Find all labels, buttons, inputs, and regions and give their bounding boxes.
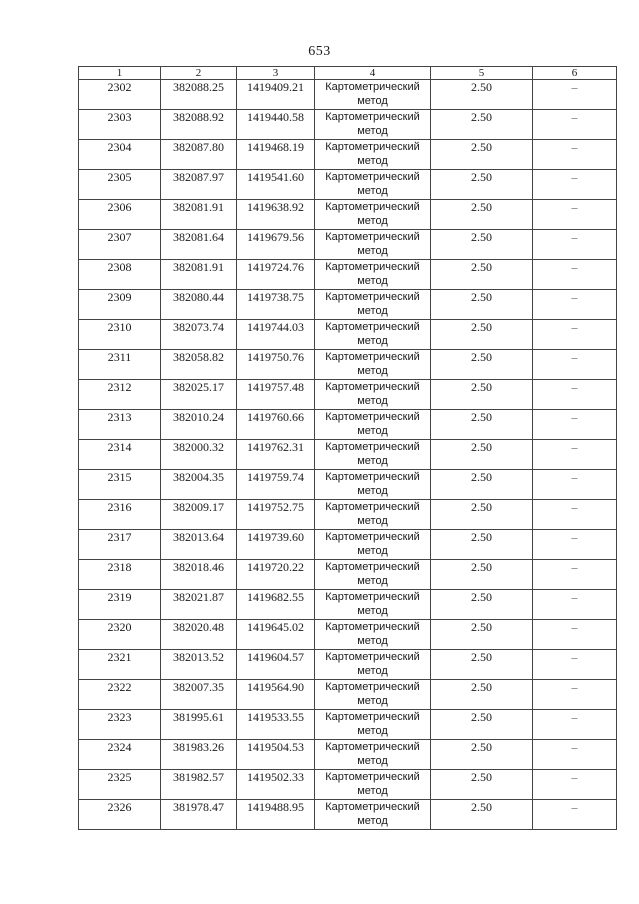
note-cell: –: [533, 680, 617, 710]
method-line-1: Картометрический: [325, 111, 420, 123]
point-number-cell: 2306: [79, 200, 161, 230]
x-coordinate-cell: 382080.44: [161, 290, 237, 320]
method-cell: [315, 710, 431, 740]
method-line-1: Картометрический: [325, 531, 420, 543]
method-line-2: метод: [357, 425, 388, 437]
method-line-2: метод: [357, 605, 388, 617]
y-coordinate-cell: 1419468.19: [237, 140, 315, 170]
method-cell: [315, 200, 431, 230]
note-cell: –: [533, 560, 617, 590]
table-row: [79, 440, 617, 470]
column-header-1: 1: [79, 67, 161, 80]
y-coordinate-cell: 1419504.53: [237, 740, 315, 770]
y-coordinate-cell: 1419738.75: [237, 290, 315, 320]
accuracy-cell: 2.50: [431, 560, 533, 590]
method-line-1: Картометрический: [325, 351, 420, 363]
coordinates-table: [78, 66, 617, 830]
method-line-1: Картометрический: [325, 651, 420, 663]
x-coordinate-cell: 382058.82: [161, 350, 237, 380]
method-cell: [315, 440, 431, 470]
point-number-cell: 2316: [79, 500, 161, 530]
accuracy-cell: 2.50: [431, 140, 533, 170]
method-line-1: Картометрический: [325, 201, 420, 213]
method-line-1: Картометрический: [325, 381, 420, 393]
y-coordinate-cell: 1419724.76: [237, 260, 315, 290]
method-cell: [315, 740, 431, 770]
x-coordinate-cell: 382010.24: [161, 410, 237, 440]
method-cell: [315, 230, 431, 260]
y-coordinate-cell: 1419760.66: [237, 410, 315, 440]
accuracy-cell: 2.50: [431, 290, 533, 320]
table-row: [79, 80, 617, 110]
point-number-cell: 2324: [79, 740, 161, 770]
method-line-1: Картометрический: [325, 681, 420, 693]
column-header-5: 5: [431, 67, 533, 80]
point-number-cell: 2312: [79, 380, 161, 410]
accuracy-cell: 2.50: [431, 740, 533, 770]
point-number-cell: 2304: [79, 140, 161, 170]
method-cell: [315, 590, 431, 620]
accuracy-cell: 2.50: [431, 260, 533, 290]
table-row: [79, 410, 617, 440]
method-cell: [315, 380, 431, 410]
table-row: [79, 650, 617, 680]
accuracy-cell: 2.50: [431, 710, 533, 740]
method-cell: [315, 80, 431, 110]
x-coordinate-cell: 382013.52: [161, 650, 237, 680]
point-number-cell: 2303: [79, 110, 161, 140]
method-line-1: Картометрический: [325, 171, 420, 183]
method-line-1: Картометрический: [325, 591, 420, 603]
x-coordinate-cell: 382081.91: [161, 260, 237, 290]
y-coordinate-cell: 1419502.33: [237, 770, 315, 800]
accuracy-cell: 2.50: [431, 470, 533, 500]
x-coordinate-cell: 382009.17: [161, 500, 237, 530]
column-header-2: 2: [161, 67, 237, 80]
method-line-1: Картометрический: [325, 471, 420, 483]
accuracy-cell: 2.50: [431, 680, 533, 710]
method-cell: [315, 680, 431, 710]
accuracy-cell: 2.50: [431, 230, 533, 260]
table-row: [79, 620, 617, 650]
method-line-2: метод: [357, 545, 388, 557]
note-cell: –: [533, 80, 617, 110]
y-coordinate-cell: 1419409.21: [237, 80, 315, 110]
accuracy-cell: 2.50: [431, 530, 533, 560]
y-coordinate-cell: 1419440.58: [237, 110, 315, 140]
accuracy-cell: 2.50: [431, 410, 533, 440]
accuracy-cell: 2.50: [431, 320, 533, 350]
note-cell: –: [533, 440, 617, 470]
note-cell: –: [533, 740, 617, 770]
note-cell: –: [533, 500, 617, 530]
note-cell: –: [533, 470, 617, 500]
table-header: [79, 67, 617, 80]
y-coordinate-cell: 1419604.57: [237, 650, 315, 680]
x-coordinate-cell: 381995.61: [161, 710, 237, 740]
method-line-2: метод: [357, 815, 388, 827]
note-cell: –: [533, 290, 617, 320]
method-line-1: Картометрический: [325, 741, 420, 753]
accuracy-cell: 2.50: [431, 350, 533, 380]
note-cell: –: [533, 230, 617, 260]
method-line-1: Картометрический: [325, 711, 420, 723]
table-body: [79, 80, 617, 830]
x-coordinate-cell: 382088.25: [161, 80, 237, 110]
x-coordinate-cell: 382025.17: [161, 380, 237, 410]
x-coordinate-cell: 382004.35: [161, 470, 237, 500]
method-cell: [315, 110, 431, 140]
accuracy-cell: 2.50: [431, 200, 533, 230]
point-number-cell: 2317: [79, 530, 161, 560]
method-line-2: метод: [357, 275, 388, 287]
note-cell: –: [533, 770, 617, 800]
note-cell: –: [533, 380, 617, 410]
method-line-2: метод: [357, 665, 388, 677]
y-coordinate-cell: 1419682.55: [237, 590, 315, 620]
x-coordinate-cell: 382021.87: [161, 590, 237, 620]
note-cell: –: [533, 800, 617, 830]
table-row: [79, 680, 617, 710]
point-number-cell: 2311: [79, 350, 161, 380]
point-number-cell: 2325: [79, 770, 161, 800]
x-coordinate-cell: 382088.92: [161, 110, 237, 140]
note-cell: –: [533, 710, 617, 740]
x-coordinate-cell: 382018.46: [161, 560, 237, 590]
method-cell: [315, 530, 431, 560]
x-coordinate-cell: 382081.91: [161, 200, 237, 230]
note-cell: –: [533, 410, 617, 440]
accuracy-cell: 2.50: [431, 110, 533, 140]
x-coordinate-cell: 382081.64: [161, 230, 237, 260]
method-line-2: метод: [357, 515, 388, 527]
table-row: [79, 560, 617, 590]
method-line-1: Картометрический: [325, 501, 420, 513]
accuracy-cell: 2.50: [431, 800, 533, 830]
accuracy-cell: 2.50: [431, 500, 533, 530]
note-cell: –: [533, 170, 617, 200]
column-header-3: 3: [237, 67, 315, 80]
x-coordinate-cell: 382013.64: [161, 530, 237, 560]
note-cell: –: [533, 320, 617, 350]
y-coordinate-cell: 1419645.02: [237, 620, 315, 650]
y-coordinate-cell: 1419488.95: [237, 800, 315, 830]
note-cell: –: [533, 620, 617, 650]
method-line-2: метод: [357, 485, 388, 497]
y-coordinate-cell: 1419759.74: [237, 470, 315, 500]
point-number-cell: 2320: [79, 620, 161, 650]
method-line-2: метод: [357, 305, 388, 317]
method-line-2: метод: [357, 95, 388, 107]
method-cell: [315, 350, 431, 380]
y-coordinate-cell: 1419564.90: [237, 680, 315, 710]
point-number-cell: 2322: [79, 680, 161, 710]
point-number-cell: 2309: [79, 290, 161, 320]
method-line-1: Картометрический: [325, 321, 420, 333]
accuracy-cell: 2.50: [431, 80, 533, 110]
method-line-1: Картометрический: [325, 561, 420, 573]
x-coordinate-cell: 382073.74: [161, 320, 237, 350]
method-line-2: метод: [357, 695, 388, 707]
y-coordinate-cell: 1419720.22: [237, 560, 315, 590]
method-line-1: Картометрический: [325, 231, 420, 243]
table-row: [79, 200, 617, 230]
point-number-cell: 2315: [79, 470, 161, 500]
method-line-1: Картометрический: [325, 621, 420, 633]
accuracy-cell: 2.50: [431, 380, 533, 410]
y-coordinate-cell: 1419533.55: [237, 710, 315, 740]
method-cell: [315, 470, 431, 500]
y-coordinate-cell: 1419638.92: [237, 200, 315, 230]
method-cell: [315, 260, 431, 290]
y-coordinate-cell: 1419679.56: [237, 230, 315, 260]
table-row: [79, 740, 617, 770]
point-number-cell: 2308: [79, 260, 161, 290]
table-row: [79, 770, 617, 800]
table-row: [79, 710, 617, 740]
method-line-2: метод: [357, 635, 388, 647]
method-line-2: метод: [357, 575, 388, 587]
method-line-2: метод: [357, 365, 388, 377]
header-row: [79, 67, 617, 80]
point-number-cell: 2307: [79, 230, 161, 260]
note-cell: –: [533, 590, 617, 620]
accuracy-cell: 2.50: [431, 650, 533, 680]
column-header-6: 6: [533, 67, 617, 80]
point-number-cell: 2302: [79, 80, 161, 110]
note-cell: –: [533, 350, 617, 380]
point-number-cell: 2305: [79, 170, 161, 200]
method-cell: [315, 290, 431, 320]
table-row: [79, 350, 617, 380]
column-header-4: 4: [315, 67, 431, 80]
point-number-cell: 2326: [79, 800, 161, 830]
table-row: [79, 230, 617, 260]
method-line-2: метод: [357, 785, 388, 797]
x-coordinate-cell: 382087.97: [161, 170, 237, 200]
table-row: [79, 530, 617, 560]
method-line-1: Картометрический: [325, 261, 420, 273]
method-cell: [315, 170, 431, 200]
point-number-cell: 2318: [79, 560, 161, 590]
method-line-1: Картометрический: [325, 411, 420, 423]
method-line-1: Картометрический: [325, 441, 420, 453]
method-line-1: Картометрический: [325, 81, 420, 93]
accuracy-cell: 2.50: [431, 770, 533, 800]
point-number-cell: 2319: [79, 590, 161, 620]
note-cell: –: [533, 200, 617, 230]
method-line-2: метод: [357, 245, 388, 257]
x-coordinate-cell: 382020.48: [161, 620, 237, 650]
point-number-cell: 2321: [79, 650, 161, 680]
x-coordinate-cell: 382000.32: [161, 440, 237, 470]
y-coordinate-cell: 1419541.60: [237, 170, 315, 200]
table-row: [79, 800, 617, 830]
table-row: [79, 590, 617, 620]
table-row: [79, 170, 617, 200]
y-coordinate-cell: 1419757.48: [237, 380, 315, 410]
method-line-2: метод: [357, 755, 388, 767]
method-line-2: метод: [357, 155, 388, 167]
point-number-cell: 2314: [79, 440, 161, 470]
method-line-2: метод: [357, 125, 388, 137]
y-coordinate-cell: 1419750.76: [237, 350, 315, 380]
method-line-2: метод: [357, 215, 388, 227]
method-cell: [315, 560, 431, 590]
note-cell: –: [533, 140, 617, 170]
method-cell: [315, 410, 431, 440]
method-line-2: метод: [357, 455, 388, 467]
table-row: [79, 110, 617, 140]
note-cell: –: [533, 650, 617, 680]
x-coordinate-cell: 382087.80: [161, 140, 237, 170]
note-cell: –: [533, 530, 617, 560]
x-coordinate-cell: 381983.26: [161, 740, 237, 770]
x-coordinate-cell: 381982.57: [161, 770, 237, 800]
y-coordinate-cell: 1419744.03: [237, 320, 315, 350]
accuracy-cell: 2.50: [431, 170, 533, 200]
x-coordinate-cell: 382007.35: [161, 680, 237, 710]
method-line-1: Картометрический: [325, 771, 420, 783]
method-line-2: метод: [357, 725, 388, 737]
method-line-2: метод: [357, 395, 388, 407]
accuracy-cell: 2.50: [431, 620, 533, 650]
method-cell: [315, 800, 431, 830]
table-row: [79, 290, 617, 320]
y-coordinate-cell: 1419739.60: [237, 530, 315, 560]
point-number-cell: 2323: [79, 710, 161, 740]
x-coordinate-cell: 381978.47: [161, 800, 237, 830]
method-line-1: Картометрический: [325, 291, 420, 303]
accuracy-cell: 2.50: [431, 590, 533, 620]
page-number: 653: [308, 44, 331, 59]
table-row: [79, 140, 617, 170]
method-cell: [315, 500, 431, 530]
point-number-cell: 2313: [79, 410, 161, 440]
method-line-2: метод: [357, 185, 388, 197]
note-cell: –: [533, 110, 617, 140]
method-cell: [315, 650, 431, 680]
point-number-cell: 2310: [79, 320, 161, 350]
table-row: [79, 500, 617, 530]
y-coordinate-cell: 1419752.75: [237, 500, 315, 530]
y-coordinate-cell: 1419762.31: [237, 440, 315, 470]
method-line-1: Картометрический: [325, 801, 420, 813]
table-row: [79, 320, 617, 350]
table-row: [79, 470, 617, 500]
method-cell: [315, 770, 431, 800]
method-cell: [315, 140, 431, 170]
table-row: [79, 260, 617, 290]
note-cell: –: [533, 260, 617, 290]
method-line-1: Картометрический: [325, 141, 420, 153]
table-row: [79, 380, 617, 410]
accuracy-cell: 2.50: [431, 440, 533, 470]
method-cell: [315, 620, 431, 650]
method-cell: [315, 320, 431, 350]
method-line-2: метод: [357, 335, 388, 347]
